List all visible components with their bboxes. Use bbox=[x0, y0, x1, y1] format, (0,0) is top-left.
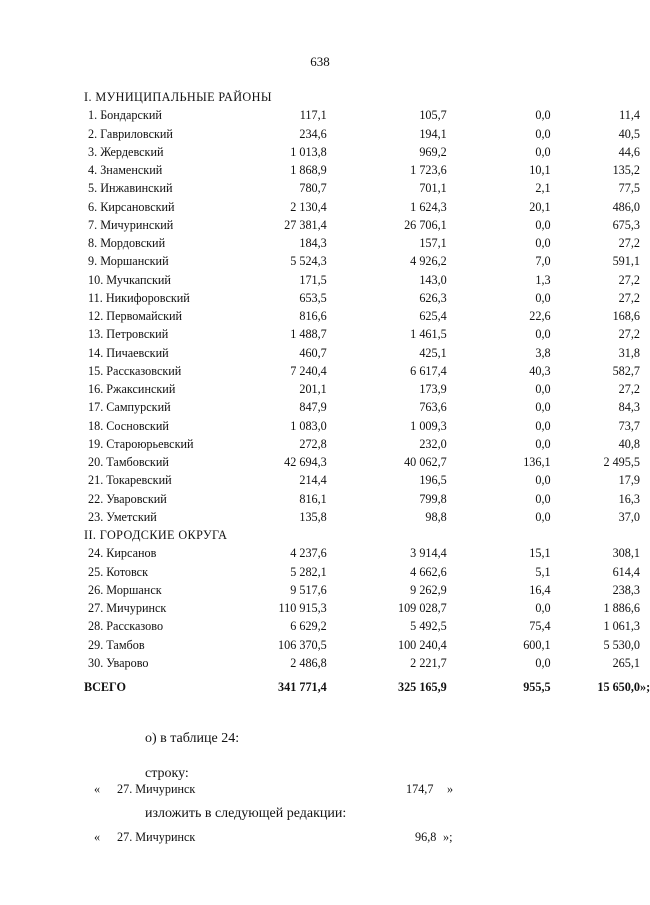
value-col-4: 675,3 bbox=[612, 217, 640, 232]
value-col-3: 75,4 bbox=[529, 619, 551, 634]
value-col-3: 0,0 bbox=[535, 473, 551, 488]
table-row bbox=[84, 581, 640, 599]
table-row bbox=[84, 307, 640, 325]
value-col-4: 40,5 bbox=[618, 126, 640, 141]
old-row-close-quote: » bbox=[447, 782, 454, 796]
value-col-2: 626,3 bbox=[419, 290, 447, 305]
value-col-1: 42 694,3 bbox=[284, 455, 327, 470]
table-row bbox=[84, 599, 640, 617]
value-col-2: 1 624,3 bbox=[410, 199, 447, 214]
value-col-1: 4 237,6 bbox=[290, 546, 327, 561]
table-row bbox=[84, 654, 640, 672]
value-col-2: 143,0 bbox=[419, 272, 447, 287]
district-name: 25. Котовск bbox=[88, 564, 149, 579]
value-col-1: 27 381,4 bbox=[284, 217, 327, 232]
value-col-3: 15,1 bbox=[529, 546, 551, 561]
section-title: II. ГОРОДСКИЕ ОКРУГА bbox=[84, 528, 228, 543]
district-name: 8. Мордовский bbox=[88, 236, 166, 251]
amendment-line-label: строку: bbox=[145, 766, 189, 781]
section-heading-row bbox=[84, 88, 640, 106]
value-col-4: 40,8 bbox=[618, 436, 640, 451]
value-col-4: 486,0 bbox=[612, 199, 640, 214]
value-col-2: 425,1 bbox=[419, 345, 447, 360]
value-col-3: 20,1 bbox=[529, 199, 551, 214]
value-col-2: 105,7 bbox=[419, 108, 447, 123]
value-col-2: 763,6 bbox=[419, 400, 447, 415]
value-col-1: 816,1 bbox=[299, 491, 327, 506]
old-row-name: 27. Мичуринск bbox=[117, 782, 196, 796]
table-row bbox=[84, 417, 640, 435]
table-row bbox=[84, 435, 640, 453]
district-name: 16. Ржаксинский bbox=[88, 382, 176, 397]
value-col-2: 98,8 bbox=[425, 509, 447, 524]
district-name: 11. Никифоровский bbox=[88, 290, 190, 305]
table-row bbox=[84, 398, 640, 416]
value-col-2: 157,1 bbox=[419, 236, 447, 251]
table-row bbox=[84, 490, 640, 508]
value-col-1: 1 868,9 bbox=[290, 163, 327, 178]
value-col-1: 201,1 bbox=[299, 382, 327, 397]
new-row-name: 27. Мичуринск bbox=[117, 830, 196, 844]
value-col-3: 0,0 bbox=[535, 491, 551, 506]
value-col-4: 44,6 bbox=[618, 144, 640, 159]
value-col-2: 109 028,7 bbox=[397, 601, 447, 616]
value-col-3: 136,1 bbox=[523, 455, 551, 470]
value-col-4: 582,7 bbox=[612, 363, 640, 378]
value-col-4: 84,3 bbox=[618, 400, 640, 415]
value-col-3: 0,0 bbox=[535, 236, 551, 251]
value-col-2: 26 706,1 bbox=[404, 217, 447, 232]
value-col-1: 2 130,4 bbox=[290, 199, 327, 214]
value-col-2: 4 662,6 bbox=[410, 564, 447, 579]
value-col-3: 0,0 bbox=[535, 144, 551, 159]
value-col-1: 1 488,7 bbox=[290, 327, 327, 342]
value-col-4: 27,2 bbox=[618, 236, 640, 251]
old-row-open-quote: « bbox=[94, 782, 101, 796]
value-col-1: 5 282,1 bbox=[290, 564, 327, 579]
value-col-3: 0,0 bbox=[535, 327, 551, 342]
value-col-3: 22,6 bbox=[529, 309, 551, 324]
value-col-3: 0,0 bbox=[535, 655, 551, 670]
value-col-4: 31,8 bbox=[618, 345, 640, 360]
value-col-4: 73,7 bbox=[618, 418, 640, 433]
value-col-4: 11,4 bbox=[619, 108, 640, 123]
table-row bbox=[84, 471, 640, 489]
total-col-4 bbox=[551, 672, 650, 696]
district-name: 28. Рассказово bbox=[88, 619, 164, 634]
value-col-4: 17,9 bbox=[618, 473, 640, 488]
value-col-1: 780,7 bbox=[299, 181, 327, 196]
table-row bbox=[84, 216, 640, 234]
value-col-2: 4 926,2 bbox=[410, 254, 447, 269]
value-col-4: 591,1 bbox=[612, 254, 640, 269]
value-col-4: 27,2 bbox=[618, 327, 640, 342]
value-col-4: 135,2 bbox=[612, 163, 640, 178]
district-name: 27. Мичуринск bbox=[88, 601, 167, 616]
district-name: 14. Пичаевский bbox=[88, 345, 169, 360]
value-col-1: 7 240,4 bbox=[290, 363, 327, 378]
budget-table bbox=[84, 88, 650, 696]
new-row-value: 96,8 bbox=[415, 830, 437, 844]
district-name: 1. Бондарский bbox=[88, 108, 162, 123]
value-col-3: 2,1 bbox=[535, 181, 551, 196]
value-col-3: 40,3 bbox=[529, 363, 551, 378]
total-closing-quote: »; bbox=[640, 680, 650, 695]
value-col-4: 77,5 bbox=[618, 181, 640, 196]
table-row bbox=[84, 508, 640, 526]
value-col-4: 614,4 bbox=[612, 564, 640, 579]
table-row bbox=[84, 544, 640, 562]
value-col-3: 0,0 bbox=[535, 126, 551, 141]
value-col-2: 625,4 bbox=[419, 309, 447, 324]
district-name: 23. Уметский bbox=[88, 509, 157, 524]
value-col-3: 1,3 bbox=[535, 272, 551, 287]
value-col-4: 308,1 bbox=[612, 546, 640, 561]
value-col-3: 0,0 bbox=[535, 418, 551, 433]
amendment-instruction: изложить в следующей редакции: bbox=[145, 806, 347, 821]
value-col-2: 196,5 bbox=[419, 473, 447, 488]
value-col-4: 37,0 bbox=[618, 509, 640, 524]
value-col-1: 6 629,2 bbox=[290, 619, 327, 634]
district-name: 12. Первомайский bbox=[88, 309, 183, 324]
value-col-1: 1 013,8 bbox=[290, 144, 327, 159]
old-row-value: 174,7 bbox=[406, 782, 434, 796]
value-col-2: 969,2 bbox=[419, 144, 447, 159]
new-row-open-quote: « bbox=[94, 830, 101, 844]
value-col-4: 265,1 bbox=[612, 655, 640, 670]
old-row bbox=[0, 782, 640, 800]
district-name: 18. Сосновский bbox=[88, 418, 169, 433]
total-col-3: 955,5 bbox=[523, 680, 551, 695]
table-row bbox=[84, 362, 640, 380]
district-name: 22. Уваровский bbox=[88, 491, 167, 506]
table-row bbox=[84, 344, 640, 362]
value-col-1: 272,8 bbox=[299, 436, 327, 451]
value-col-1: 106 370,5 bbox=[278, 637, 327, 652]
district-name: 6. Кирсановский bbox=[88, 199, 175, 214]
value-col-3: 0,0 bbox=[535, 601, 551, 616]
total-col-4-value: 15 650,0 bbox=[597, 680, 640, 695]
value-col-3: 0,0 bbox=[535, 217, 551, 232]
value-col-1: 9 517,6 bbox=[290, 582, 327, 597]
value-col-2: 232,0 bbox=[419, 436, 447, 451]
value-col-4: 27,2 bbox=[618, 290, 640, 305]
new-row bbox=[0, 830, 640, 848]
district-name: 26. Моршанск bbox=[88, 582, 162, 597]
value-col-2: 701,1 bbox=[419, 181, 447, 196]
district-name: 9. Моршанский bbox=[88, 254, 169, 269]
value-col-1: 110 915,3 bbox=[278, 601, 327, 616]
value-col-3: 0,0 bbox=[535, 382, 551, 397]
total-col-1: 341 771,4 bbox=[278, 680, 327, 695]
table-row bbox=[84, 106, 640, 124]
value-col-2: 6 617,4 bbox=[410, 363, 447, 378]
value-col-4: 168,6 bbox=[612, 309, 640, 324]
value-col-2: 1 009,3 bbox=[410, 418, 447, 433]
district-name: 13. Петровский bbox=[88, 327, 169, 342]
value-col-4: 27,2 bbox=[618, 272, 640, 287]
total-row bbox=[84, 672, 640, 696]
district-name: 2. Гавриловский bbox=[88, 126, 173, 141]
value-col-4: 238,3 bbox=[612, 582, 640, 597]
district-name: 10. Мучкапский bbox=[88, 272, 171, 287]
value-col-1: 135,8 bbox=[299, 509, 327, 524]
district-name: 17. Сампурский bbox=[88, 400, 171, 415]
value-col-1: 460,7 bbox=[299, 345, 327, 360]
value-col-3: 0,0 bbox=[535, 290, 551, 305]
total-col-2: 325 165,9 bbox=[397, 680, 447, 695]
value-col-1: 653,5 bbox=[299, 290, 327, 305]
value-col-2: 9 262,9 bbox=[410, 582, 447, 597]
district-name: 24. Кирсанов bbox=[88, 546, 157, 561]
value-col-2: 2 221,7 bbox=[410, 655, 447, 670]
value-col-3: 0,0 bbox=[535, 509, 551, 524]
table-row bbox=[84, 617, 640, 635]
value-col-4: 1 061,3 bbox=[603, 619, 640, 634]
table-row bbox=[84, 563, 640, 581]
section-title: I. МУНИЦИПАЛЬНЫЕ РАЙОНЫ bbox=[84, 90, 272, 105]
value-col-2: 1 723,6 bbox=[410, 163, 447, 178]
district-name: 3. Жердевский bbox=[88, 144, 164, 159]
page-number: 638 bbox=[310, 54, 330, 69]
table-row bbox=[84, 198, 640, 216]
table-row bbox=[84, 234, 640, 252]
district-name: 20. Тамбовский bbox=[88, 455, 169, 470]
value-col-3: 0,0 bbox=[535, 108, 551, 123]
value-col-3: 0,0 bbox=[535, 436, 551, 451]
value-col-3: 5,1 bbox=[535, 564, 551, 579]
value-col-1: 2 486,8 bbox=[290, 655, 327, 670]
value-col-2: 173,9 bbox=[419, 382, 447, 397]
value-col-4: 2 495,5 bbox=[603, 455, 640, 470]
value-col-4: 27,2 bbox=[618, 382, 640, 397]
value-col-3: 7,0 bbox=[535, 254, 551, 269]
table-row bbox=[84, 380, 640, 398]
value-col-3: 600,1 bbox=[523, 637, 551, 652]
district-name: 30. Уварово bbox=[88, 655, 149, 670]
table-row bbox=[84, 161, 640, 179]
value-col-2: 1 461,5 bbox=[410, 327, 447, 342]
value-col-2: 799,8 bbox=[419, 491, 447, 506]
district-name: 21. Токаревский bbox=[88, 473, 172, 488]
table-row bbox=[84, 125, 640, 143]
value-col-4: 1 886,6 bbox=[603, 601, 640, 616]
table-row bbox=[84, 636, 640, 654]
value-col-1: 214,4 bbox=[299, 473, 327, 488]
table-row bbox=[84, 325, 640, 343]
district-name: 19. Староюрьевский bbox=[88, 436, 194, 451]
district-name: 7. Мичуринский bbox=[88, 217, 174, 232]
table-row bbox=[84, 252, 640, 270]
value-col-1: 117,1 bbox=[299, 108, 327, 123]
new-row-close-quote: »; bbox=[443, 830, 453, 844]
value-col-1: 5 524,3 bbox=[290, 254, 327, 269]
table-row bbox=[84, 289, 640, 307]
amendment-heading: о) в таблице 24: bbox=[145, 731, 240, 746]
value-col-2: 3 914,4 bbox=[410, 546, 447, 561]
table-row bbox=[84, 453, 640, 471]
value-col-1: 184,3 bbox=[299, 236, 327, 251]
district-name: 15. Рассказовский bbox=[88, 363, 182, 378]
value-col-2: 5 492,5 bbox=[410, 619, 447, 634]
value-col-4: 16,3 bbox=[618, 491, 640, 506]
value-col-3: 16,4 bbox=[529, 582, 551, 597]
table-row bbox=[84, 143, 640, 161]
section-heading-row bbox=[84, 526, 640, 544]
value-col-1: 1 083,0 bbox=[290, 418, 327, 433]
value-col-3: 0,0 bbox=[535, 400, 551, 415]
value-col-2: 194,1 bbox=[419, 126, 447, 141]
value-col-4: 5 530,0 bbox=[603, 637, 640, 652]
total-label: ВСЕГО bbox=[84, 680, 126, 695]
district-name: 4. Знаменский bbox=[88, 163, 163, 178]
district-name: 5. Инжавинский bbox=[88, 181, 173, 196]
value-col-2: 40 062,7 bbox=[404, 455, 447, 470]
value-col-2: 100 240,4 bbox=[397, 637, 447, 652]
value-col-1: 816,6 bbox=[299, 309, 327, 324]
value-col-1: 847,9 bbox=[299, 400, 327, 415]
table-row bbox=[84, 271, 640, 289]
value-col-1: 234,6 bbox=[299, 126, 327, 141]
table-row bbox=[84, 179, 640, 197]
value-col-3: 3,8 bbox=[535, 345, 551, 360]
value-col-1: 171,5 bbox=[299, 272, 327, 287]
value-col-3: 10,1 bbox=[529, 163, 551, 178]
district-name: 29. Тамбов bbox=[88, 637, 145, 652]
